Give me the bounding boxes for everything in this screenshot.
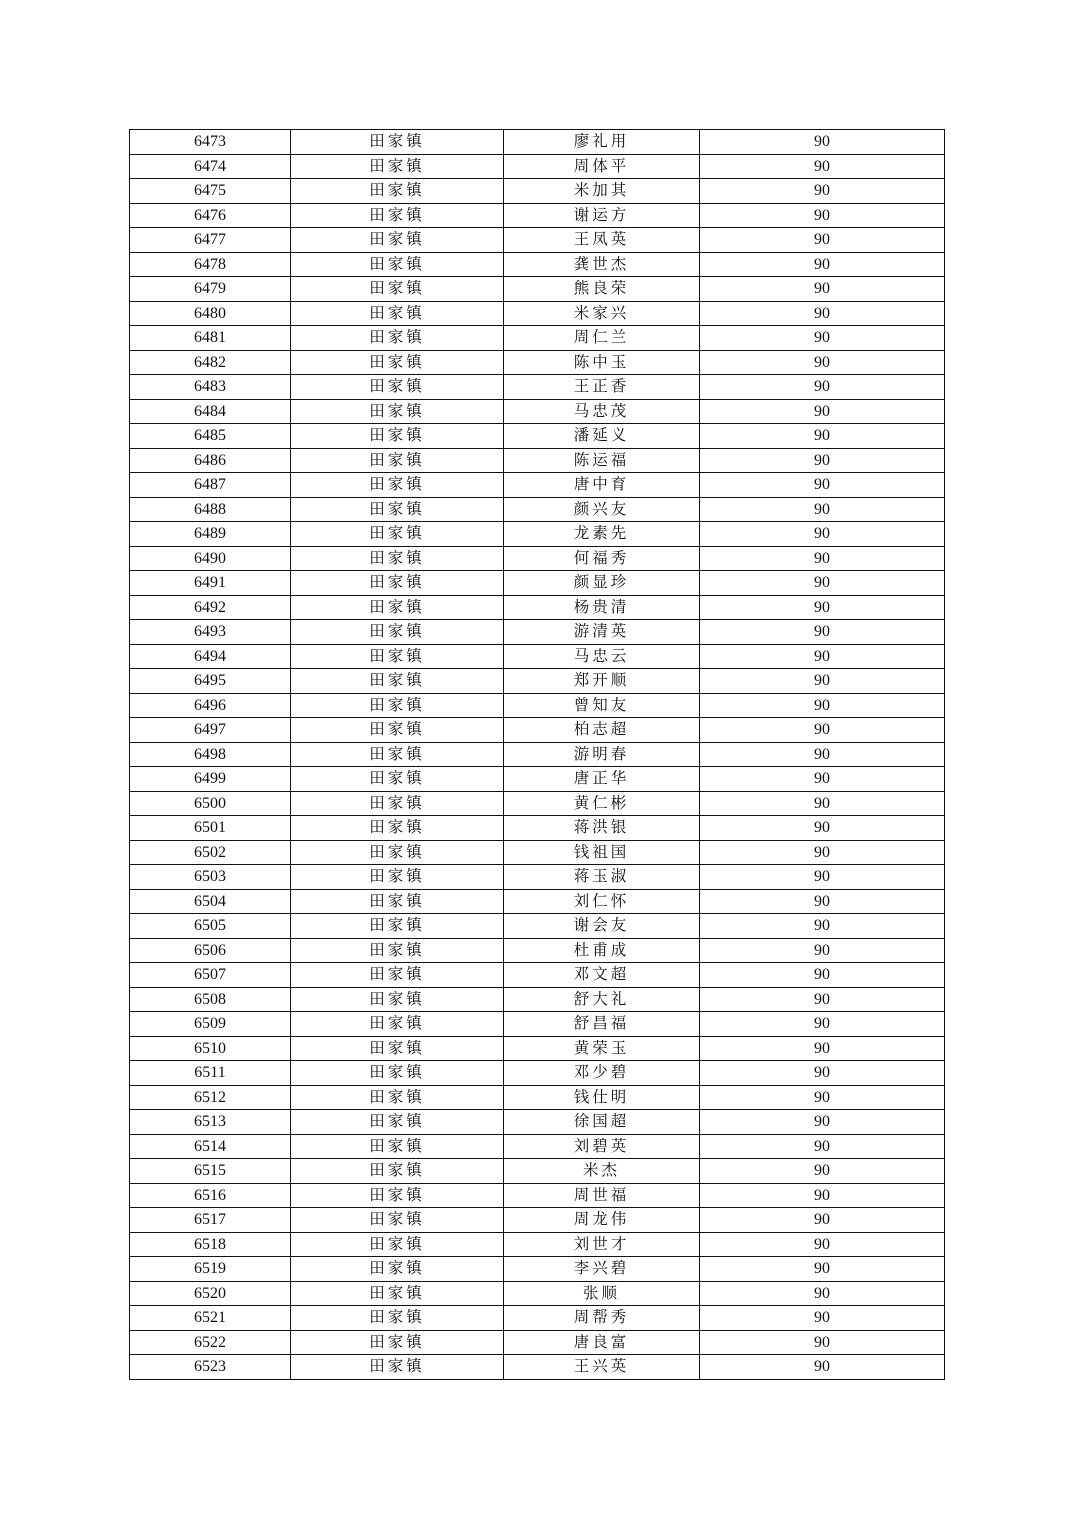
serial-number-cell: 6474 bbox=[130, 154, 291, 179]
name-cell: 钱仕明 bbox=[504, 1085, 700, 1110]
amount-cell: 90 bbox=[700, 473, 945, 498]
town-cell: 田家镇 bbox=[291, 1085, 504, 1110]
amount-cell: 90 bbox=[700, 620, 945, 645]
serial-number-cell: 6500 bbox=[130, 791, 291, 816]
amount-cell: 90 bbox=[700, 1134, 945, 1159]
table-row bbox=[130, 693, 945, 718]
amount-cell: 90 bbox=[700, 1355, 945, 1380]
name-cell: 米加其 bbox=[504, 179, 700, 204]
serial-number-cell: 6486 bbox=[130, 448, 291, 473]
amount-cell: 90 bbox=[700, 914, 945, 939]
name-cell: 邓少碧 bbox=[504, 1061, 700, 1086]
town-cell: 田家镇 bbox=[291, 865, 504, 890]
amount-cell: 90 bbox=[700, 228, 945, 253]
amount-cell: 90 bbox=[700, 1036, 945, 1061]
town-cell: 田家镇 bbox=[291, 620, 504, 645]
name-cell: 唐中育 bbox=[504, 473, 700, 498]
amount-cell: 90 bbox=[700, 742, 945, 767]
amount-cell: 90 bbox=[700, 669, 945, 694]
name-cell: 舒大礼 bbox=[504, 987, 700, 1012]
table-row bbox=[130, 644, 945, 669]
amount-cell: 90 bbox=[700, 130, 945, 155]
serial-number-cell: 6494 bbox=[130, 644, 291, 669]
name-cell: 黄仁彬 bbox=[504, 791, 700, 816]
name-cell: 杜甫成 bbox=[504, 938, 700, 963]
serial-number-cell: 6491 bbox=[130, 571, 291, 596]
serial-number-cell: 6475 bbox=[130, 179, 291, 204]
name-cell: 颜兴友 bbox=[504, 497, 700, 522]
serial-number-cell: 6496 bbox=[130, 693, 291, 718]
town-cell: 田家镇 bbox=[291, 546, 504, 571]
name-cell: 钱祖国 bbox=[504, 840, 700, 865]
town-cell: 田家镇 bbox=[291, 791, 504, 816]
serial-number-cell: 6515 bbox=[130, 1159, 291, 1184]
table-row bbox=[130, 448, 945, 473]
amount-cell: 90 bbox=[700, 179, 945, 204]
town-cell: 田家镇 bbox=[291, 448, 504, 473]
amount-cell: 90 bbox=[700, 1232, 945, 1257]
table-row bbox=[130, 1281, 945, 1306]
amount-cell: 90 bbox=[700, 693, 945, 718]
amount-cell: 90 bbox=[700, 252, 945, 277]
serial-number-cell: 6519 bbox=[130, 1257, 291, 1282]
name-cell: 龚世杰 bbox=[504, 252, 700, 277]
town-cell: 田家镇 bbox=[291, 473, 504, 498]
town-cell: 田家镇 bbox=[291, 1183, 504, 1208]
amount-cell: 90 bbox=[700, 424, 945, 449]
amount-cell: 90 bbox=[700, 375, 945, 400]
town-cell: 田家镇 bbox=[291, 179, 504, 204]
amount-cell: 90 bbox=[700, 644, 945, 669]
amount-cell: 90 bbox=[700, 963, 945, 988]
serial-number-cell: 6505 bbox=[130, 914, 291, 939]
name-cell: 蒋玉淑 bbox=[504, 865, 700, 890]
serial-number-cell: 6480 bbox=[130, 301, 291, 326]
table-row bbox=[130, 154, 945, 179]
serial-number-cell: 6512 bbox=[130, 1085, 291, 1110]
name-cell: 陈中玉 bbox=[504, 350, 700, 375]
town-cell: 田家镇 bbox=[291, 987, 504, 1012]
name-cell: 邓文超 bbox=[504, 963, 700, 988]
town-cell: 田家镇 bbox=[291, 644, 504, 669]
town-cell: 田家镇 bbox=[291, 595, 504, 620]
serial-number-cell: 6479 bbox=[130, 277, 291, 302]
amount-cell: 90 bbox=[700, 1061, 945, 1086]
town-cell: 田家镇 bbox=[291, 350, 504, 375]
table-row bbox=[130, 1012, 945, 1037]
town-cell: 田家镇 bbox=[291, 130, 504, 155]
amount-cell: 90 bbox=[700, 767, 945, 792]
name-cell: 米杰 bbox=[504, 1159, 700, 1184]
amount-cell: 90 bbox=[700, 326, 945, 351]
serial-number-cell: 6508 bbox=[130, 987, 291, 1012]
town-cell: 田家镇 bbox=[291, 154, 504, 179]
name-cell: 王正香 bbox=[504, 375, 700, 400]
table-row bbox=[130, 1355, 945, 1380]
table-row bbox=[130, 767, 945, 792]
town-cell: 田家镇 bbox=[291, 840, 504, 865]
amount-cell: 90 bbox=[700, 350, 945, 375]
name-cell: 周龙伟 bbox=[504, 1208, 700, 1233]
name-cell: 刘世才 bbox=[504, 1232, 700, 1257]
name-cell: 周仁兰 bbox=[504, 326, 700, 351]
serial-number-cell: 6478 bbox=[130, 252, 291, 277]
table-row bbox=[130, 424, 945, 449]
serial-number-cell: 6518 bbox=[130, 1232, 291, 1257]
serial-number-cell: 6501 bbox=[130, 816, 291, 841]
table-row bbox=[130, 252, 945, 277]
table-row bbox=[130, 326, 945, 351]
serial-number-cell: 6502 bbox=[130, 840, 291, 865]
table-row bbox=[130, 497, 945, 522]
amount-cell: 90 bbox=[700, 522, 945, 547]
name-cell: 唐良富 bbox=[504, 1330, 700, 1355]
serial-number-cell: 6521 bbox=[130, 1306, 291, 1331]
name-cell: 黄荣玉 bbox=[504, 1036, 700, 1061]
name-cell: 舒昌福 bbox=[504, 1012, 700, 1037]
table-row bbox=[130, 399, 945, 424]
serial-number-cell: 6497 bbox=[130, 718, 291, 743]
town-cell: 田家镇 bbox=[291, 1012, 504, 1037]
town-cell: 田家镇 bbox=[291, 742, 504, 767]
town-cell: 田家镇 bbox=[291, 1208, 504, 1233]
town-cell: 田家镇 bbox=[291, 889, 504, 914]
name-cell: 龙素先 bbox=[504, 522, 700, 547]
name-cell: 唐正华 bbox=[504, 767, 700, 792]
name-cell: 徐国超 bbox=[504, 1110, 700, 1135]
town-cell: 田家镇 bbox=[291, 1110, 504, 1135]
table-row bbox=[130, 1208, 945, 1233]
amount-cell: 90 bbox=[700, 889, 945, 914]
serial-number-cell: 6514 bbox=[130, 1134, 291, 1159]
serial-number-cell: 6509 bbox=[130, 1012, 291, 1037]
amount-cell: 90 bbox=[700, 1159, 945, 1184]
town-cell: 田家镇 bbox=[291, 914, 504, 939]
table-row bbox=[130, 865, 945, 890]
serial-number-cell: 6489 bbox=[130, 522, 291, 547]
serial-number-cell: 6481 bbox=[130, 326, 291, 351]
table-row bbox=[130, 840, 945, 865]
table-row bbox=[130, 130, 945, 155]
amount-cell: 90 bbox=[700, 718, 945, 743]
amount-cell: 90 bbox=[700, 1183, 945, 1208]
roster-table-body bbox=[130, 130, 945, 1380]
amount-cell: 90 bbox=[700, 987, 945, 1012]
amount-cell: 90 bbox=[700, 1110, 945, 1135]
table-row bbox=[130, 571, 945, 596]
name-cell: 谢运方 bbox=[504, 203, 700, 228]
town-cell: 田家镇 bbox=[291, 1257, 504, 1282]
amount-cell: 90 bbox=[700, 154, 945, 179]
table-row bbox=[130, 1110, 945, 1135]
name-cell: 潘延义 bbox=[504, 424, 700, 449]
amount-cell: 90 bbox=[700, 277, 945, 302]
table-row bbox=[130, 473, 945, 498]
amount-cell: 90 bbox=[700, 399, 945, 424]
town-cell: 田家镇 bbox=[291, 1330, 504, 1355]
name-cell: 李兴碧 bbox=[504, 1257, 700, 1282]
town-cell: 田家镇 bbox=[291, 718, 504, 743]
amount-cell: 90 bbox=[700, 1281, 945, 1306]
table-row bbox=[130, 546, 945, 571]
name-cell: 游明春 bbox=[504, 742, 700, 767]
name-cell: 颜显珍 bbox=[504, 571, 700, 596]
table-row bbox=[130, 963, 945, 988]
table-row bbox=[130, 595, 945, 620]
town-cell: 田家镇 bbox=[291, 1134, 504, 1159]
amount-cell: 90 bbox=[700, 1085, 945, 1110]
serial-number-cell: 6477 bbox=[130, 228, 291, 253]
name-cell: 王兴英 bbox=[504, 1355, 700, 1380]
name-cell: 游清英 bbox=[504, 620, 700, 645]
table-row bbox=[130, 1159, 945, 1184]
table-row bbox=[130, 742, 945, 767]
table-row bbox=[130, 228, 945, 253]
town-cell: 田家镇 bbox=[291, 1232, 504, 1257]
table-row bbox=[130, 620, 945, 645]
town-cell: 田家镇 bbox=[291, 326, 504, 351]
town-cell: 田家镇 bbox=[291, 277, 504, 302]
town-cell: 田家镇 bbox=[291, 1061, 504, 1086]
town-cell: 田家镇 bbox=[291, 963, 504, 988]
name-cell: 马忠云 bbox=[504, 644, 700, 669]
town-cell: 田家镇 bbox=[291, 399, 504, 424]
town-cell: 田家镇 bbox=[291, 375, 504, 400]
table-row bbox=[130, 816, 945, 841]
table-row bbox=[130, 889, 945, 914]
town-cell: 田家镇 bbox=[291, 497, 504, 522]
amount-cell: 90 bbox=[700, 203, 945, 228]
serial-number-cell: 6488 bbox=[130, 497, 291, 522]
serial-number-cell: 6492 bbox=[130, 595, 291, 620]
town-cell: 田家镇 bbox=[291, 693, 504, 718]
amount-cell: 90 bbox=[700, 1330, 945, 1355]
table-row bbox=[130, 522, 945, 547]
town-cell: 田家镇 bbox=[291, 938, 504, 963]
town-cell: 田家镇 bbox=[291, 1036, 504, 1061]
amount-cell: 90 bbox=[700, 546, 945, 571]
serial-number-cell: 6495 bbox=[130, 669, 291, 694]
serial-number-cell: 6507 bbox=[130, 963, 291, 988]
roster-table bbox=[129, 129, 945, 1380]
serial-number-cell: 6483 bbox=[130, 375, 291, 400]
name-cell: 蒋洪银 bbox=[504, 816, 700, 841]
name-cell: 米家兴 bbox=[504, 301, 700, 326]
table-row bbox=[130, 914, 945, 939]
serial-number-cell: 6523 bbox=[130, 1355, 291, 1380]
name-cell: 陈运福 bbox=[504, 448, 700, 473]
serial-number-cell: 6513 bbox=[130, 1110, 291, 1135]
table-row bbox=[130, 1306, 945, 1331]
table-row bbox=[130, 1232, 945, 1257]
amount-cell: 90 bbox=[700, 595, 945, 620]
table-row bbox=[130, 938, 945, 963]
town-cell: 田家镇 bbox=[291, 228, 504, 253]
serial-number-cell: 6485 bbox=[130, 424, 291, 449]
amount-cell: 90 bbox=[700, 840, 945, 865]
table-row bbox=[130, 301, 945, 326]
amount-cell: 90 bbox=[700, 865, 945, 890]
table-row bbox=[130, 1061, 945, 1086]
serial-number-cell: 6520 bbox=[130, 1281, 291, 1306]
town-cell: 田家镇 bbox=[291, 1306, 504, 1331]
amount-cell: 90 bbox=[700, 301, 945, 326]
town-cell: 田家镇 bbox=[291, 203, 504, 228]
serial-number-cell: 6490 bbox=[130, 546, 291, 571]
serial-number-cell: 6522 bbox=[130, 1330, 291, 1355]
table-row bbox=[130, 1134, 945, 1159]
table-row bbox=[130, 203, 945, 228]
serial-number-cell: 6498 bbox=[130, 742, 291, 767]
town-cell: 田家镇 bbox=[291, 571, 504, 596]
serial-number-cell: 6516 bbox=[130, 1183, 291, 1208]
amount-cell: 90 bbox=[700, 448, 945, 473]
table-row bbox=[130, 987, 945, 1012]
table-row bbox=[130, 1183, 945, 1208]
table-row bbox=[130, 791, 945, 816]
serial-number-cell: 6504 bbox=[130, 889, 291, 914]
amount-cell: 90 bbox=[700, 938, 945, 963]
name-cell: 廖礼用 bbox=[504, 130, 700, 155]
serial-number-cell: 6484 bbox=[130, 399, 291, 424]
serial-number-cell: 6503 bbox=[130, 865, 291, 890]
serial-number-cell: 6473 bbox=[130, 130, 291, 155]
town-cell: 田家镇 bbox=[291, 252, 504, 277]
serial-number-cell: 6487 bbox=[130, 473, 291, 498]
serial-number-cell: 6517 bbox=[130, 1208, 291, 1233]
serial-number-cell: 6493 bbox=[130, 620, 291, 645]
amount-cell: 90 bbox=[700, 1257, 945, 1282]
table-row bbox=[130, 1257, 945, 1282]
serial-number-cell: 6482 bbox=[130, 350, 291, 375]
serial-number-cell: 6510 bbox=[130, 1036, 291, 1061]
name-cell: 何福秀 bbox=[504, 546, 700, 571]
table-row bbox=[130, 1085, 945, 1110]
town-cell: 田家镇 bbox=[291, 669, 504, 694]
name-cell: 周帮秀 bbox=[504, 1306, 700, 1331]
table-row bbox=[130, 718, 945, 743]
town-cell: 田家镇 bbox=[291, 1281, 504, 1306]
amount-cell: 90 bbox=[700, 1306, 945, 1331]
name-cell: 周体平 bbox=[504, 154, 700, 179]
table-row bbox=[130, 669, 945, 694]
table-row bbox=[130, 375, 945, 400]
town-cell: 田家镇 bbox=[291, 1355, 504, 1380]
amount-cell: 90 bbox=[700, 1012, 945, 1037]
name-cell: 张顺 bbox=[504, 1281, 700, 1306]
table-row bbox=[130, 179, 945, 204]
town-cell: 田家镇 bbox=[291, 522, 504, 547]
town-cell: 田家镇 bbox=[291, 816, 504, 841]
name-cell: 曾知友 bbox=[504, 693, 700, 718]
serial-number-cell: 6511 bbox=[130, 1061, 291, 1086]
serial-number-cell: 6476 bbox=[130, 203, 291, 228]
table-row bbox=[130, 1036, 945, 1061]
name-cell: 柏志超 bbox=[504, 718, 700, 743]
amount-cell: 90 bbox=[700, 571, 945, 596]
amount-cell: 90 bbox=[700, 497, 945, 522]
table-row bbox=[130, 277, 945, 302]
name-cell: 王凤英 bbox=[504, 228, 700, 253]
name-cell: 马忠茂 bbox=[504, 399, 700, 424]
table-row bbox=[130, 1330, 945, 1355]
name-cell: 郑开顺 bbox=[504, 669, 700, 694]
name-cell: 熊良荣 bbox=[504, 277, 700, 302]
amount-cell: 90 bbox=[700, 816, 945, 841]
town-cell: 田家镇 bbox=[291, 301, 504, 326]
name-cell: 谢会友 bbox=[504, 914, 700, 939]
town-cell: 田家镇 bbox=[291, 767, 504, 792]
name-cell: 刘碧英 bbox=[504, 1134, 700, 1159]
town-cell: 田家镇 bbox=[291, 1159, 504, 1184]
amount-cell: 90 bbox=[700, 791, 945, 816]
town-cell: 田家镇 bbox=[291, 424, 504, 449]
serial-number-cell: 6506 bbox=[130, 938, 291, 963]
name-cell: 刘仁怀 bbox=[504, 889, 700, 914]
name-cell: 周世福 bbox=[504, 1183, 700, 1208]
table-row bbox=[130, 350, 945, 375]
name-cell: 杨贵清 bbox=[504, 595, 700, 620]
serial-number-cell: 6499 bbox=[130, 767, 291, 792]
amount-cell: 90 bbox=[700, 1208, 945, 1233]
